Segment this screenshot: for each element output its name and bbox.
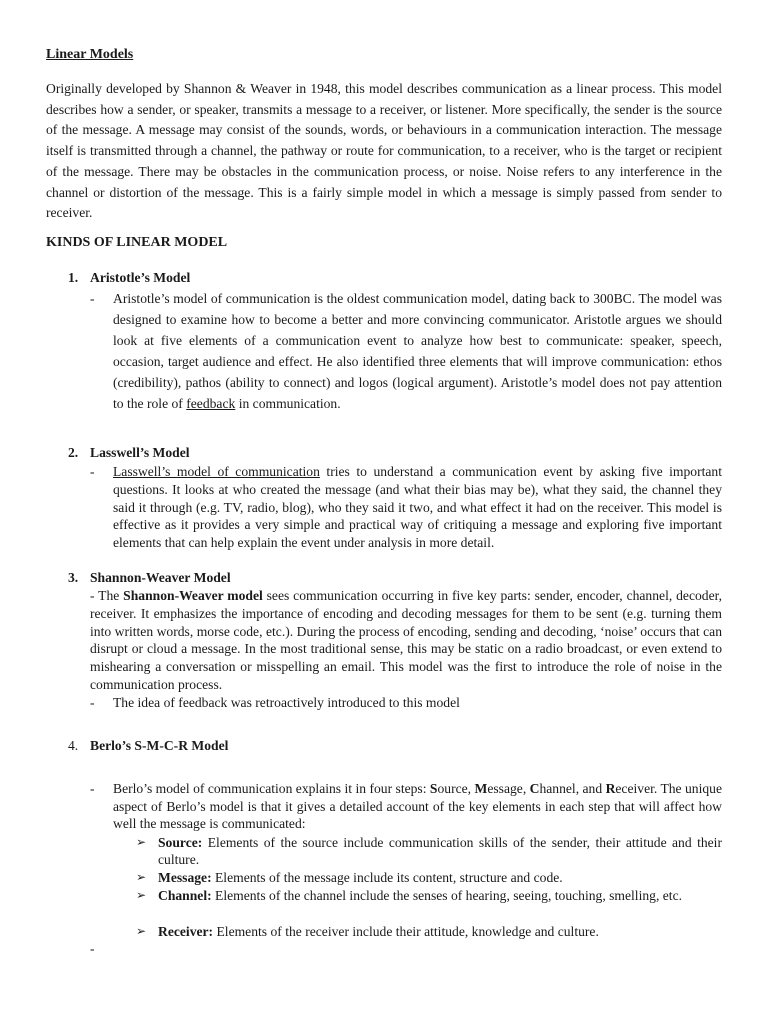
- section-2-text: [113, 463, 722, 552]
- arrow-bullet-icon: ➢: [136, 870, 147, 884]
- bullet-receiver-text: [158, 923, 722, 940]
- bullet-text: Elements of the channel include the senses of hearing, seeing, touching, smelling, etc.: [211, 888, 682, 903]
- section-2-number: 2.: [68, 445, 79, 460]
- trailing-dash: -: [90, 941, 95, 956]
- section-3-text: sees communication occurring in five key parts: sender, encoder, channel, decoder, receiver. It emphasizes the importance of encoding and decoding messages for them to be sent (e.g. turning them into written words, morse code, etc.). During the process of encoding, sending and decoding, ‘noise’ occurs that can disrupt or cloud a message. In the most traditional sense, this may be static on a radio broadcast, or even extend to mishearing a conversation or misspelling an email. This model was the first to introduce the role of noise in the communication process.: [90, 588, 722, 692]
- bullet-channel: [136, 887, 722, 923]
- section-2-title: Lasswell’s Model: [90, 445, 190, 460]
- s4-k1: S: [429, 781, 438, 796]
- section-3-feedback-text: The idea of feedback was retroactively introduced to this model: [113, 695, 460, 710]
- s4-t2: ource,: [437, 781, 475, 796]
- dash-marker: -: [90, 464, 95, 479]
- feedback-link[interactable]: feedback: [186, 395, 236, 411]
- section-3-title: Shannon-Weaver Model: [90, 570, 231, 585]
- section-4-text: [113, 780, 722, 833]
- bullet-label: Message:: [158, 870, 212, 885]
- arrow-bullet-icon: ➢: [136, 888, 147, 902]
- section-1-title: Aristotle’s Model: [90, 270, 191, 285]
- section-4-title: Berlo’s S-M-C-R Model: [90, 738, 229, 753]
- kinds-heading: KINDS OF LINEAR MODEL: [46, 235, 228, 250]
- bullet-channel-text: [158, 887, 722, 904]
- section-4-item: [90, 780, 722, 836]
- s4-t1: Berlo’s model of communication explains it in four steps:: [113, 781, 430, 796]
- section-3-lead: - The: [90, 588, 124, 603]
- bullet-label: Source:: [158, 835, 203, 850]
- section-1-text-a: Aristotle’s model of communication is the oldest communication model, dating back to 300BC. The model was designed to examine how to become a better and more convincing communicator. Aristotle argues we should look at five elements of a communication event to analyze how best to communicate: speaker, speech, occasion, target audience and effect. He also identified three elements that will improve communication: ethos (credibility), pathos (ability to connect) and logos (logical argument). Aristotle’s model does not pay attention to the role of: [113, 291, 722, 411]
- bullet-text: Elements of the message include its content, structure and code.: [211, 870, 563, 885]
- section-2-item: [90, 463, 722, 573]
- section-3-paragraph: [90, 587, 722, 694]
- bullet-message: [136, 869, 722, 887]
- bullet-message-text: [158, 869, 722, 886]
- arrow-bullet-icon: ➢: [136, 924, 147, 938]
- bullet-source-text: [158, 834, 722, 869]
- bullet-text: Elements of the receiver include their attitude, knowledge and culture.: [213, 924, 599, 939]
- intro-paragraph: Originally developed by Shannon & Weaver in 1948, this model describes communication as a linear process. This model describes how a sender, or speaker, transmits a message to a receiver, or listener. More specifically, the sender is the source of the message. A message may consist of the sounds, words, or behaviours in a communication interaction. The message itself is transmitted through a channel, the pathway or route for communication, to a receiver, who is the target or recipient of the message. There may be obstacles in the communication process, or noise. Noise refers to any interference in the channel or distortion of the message. This is a fairly simple model in which a message is simply passed from sender to receiver.: [46, 81, 722, 221]
- bullet-source: [136, 834, 722, 870]
- section-1-text-b: in communication.: [235, 395, 341, 411]
- bullet-label: Receiver:: [158, 924, 214, 939]
- section-3-number: 3.: [68, 570, 79, 585]
- arrow-bullet-icon: ➢: [136, 835, 147, 849]
- s4-t4: hannel, and: [539, 781, 606, 796]
- s4-k2: M: [474, 781, 488, 796]
- section-3-bold: Shannon-Weaver model: [123, 588, 263, 603]
- lasswell-link[interactable]: Lasswell’s model of communication: [113, 464, 320, 479]
- s4-k4: R: [605, 781, 616, 796]
- bullet-receiver: [136, 923, 722, 941]
- dash-marker: -: [90, 695, 95, 710]
- section-1-text: [113, 289, 722, 414]
- section-1-heading: [68, 270, 190, 286]
- section-3-feedback-item: [90, 694, 722, 712]
- section-4-number: 4.: [68, 738, 79, 753]
- section-1-number: 1.: [68, 270, 79, 285]
- bullet-label: Channel:: [158, 888, 212, 903]
- dash-marker: -: [90, 781, 95, 796]
- bullet-text: Elements of the source include communication skills of the sender, their attitude and their culture.: [158, 835, 722, 868]
- s4-t5: eceiver. The unique aspect of Berlo’s model is that it gives a detailed account of the key elements in each step that will affect how well the message is communicated:: [113, 781, 722, 832]
- doc-title: Linear Models: [46, 47, 134, 62]
- section-3-heading: [68, 570, 231, 586]
- section-2-text-body: tries to understand a communication event by asking five important questions. It looks at who created the message (and what their bias may be), what they said, the channel they said it through (e.g. TV, radio, blog), who they said it two, and what effect it had on the receiver. This model is effective as it provides a very simple and practical way of critiquing a message and exploring five important elements that can help explain the event under analysis in more detail.: [113, 464, 722, 551]
- s4-k3: C: [529, 781, 540, 796]
- s4-t3: essage,: [487, 781, 530, 796]
- dash-marker: -: [90, 291, 95, 306]
- section-1-item: [90, 289, 722, 429]
- section-2-heading: [68, 445, 190, 461]
- section-4-heading: [68, 738, 228, 754]
